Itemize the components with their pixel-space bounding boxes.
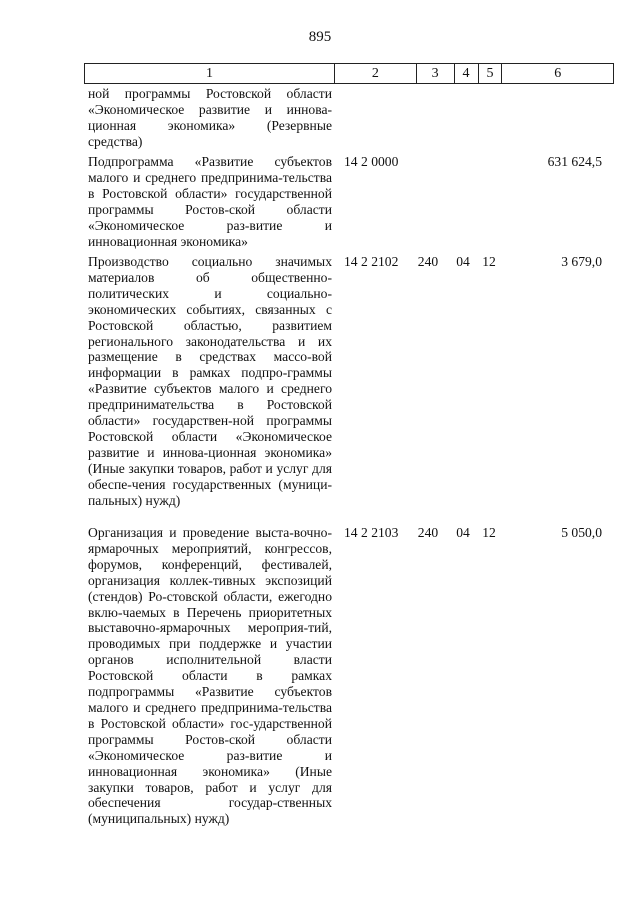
header-col-5: 5	[479, 64, 503, 83]
row-subsection: 12	[482, 525, 496, 540]
row-amount: 3 679,0	[561, 254, 602, 269]
header-col-2: 2	[335, 64, 417, 83]
row-section: 04	[456, 254, 470, 269]
header-col-6: 6	[554, 66, 562, 81]
row-description: Подпрограмма «Развитие субъектов малого и среднего предпринима-тельства в Ростовской области» государственной программы Ростов-ской области «Экономическое раз-витие и инновационная экономика»	[88, 154, 332, 249]
row-expense-type: 240	[417, 525, 439, 540]
row-code: 14 2 0000	[344, 154, 399, 169]
table-header	[84, 63, 614, 84]
row-section: 04	[456, 525, 470, 540]
row-description: Производство социально значимых материалов об общественно-политических и социально-экономических событиях, связанных с Ростовской областью, развитием регионального законодательства и их размещение в средствах массо-вой информации в рамках подпро-граммы «Развитие субъектов малого и среднего предпринимательства в Ростовской области» государствен-ной программы Ростовской области «Экономическое развитие и иннова-ционная экономика» (Иные закупки товаров, работ и услуг для обеспе-чения государственных (муници-пальных) нужд)	[88, 254, 332, 508]
row-amount: 631 624,5	[547, 154, 602, 169]
header-col-3: 3	[417, 64, 455, 83]
row-expense-type: 240	[417, 254, 439, 269]
row-subsection: 12	[482, 254, 496, 269]
row-code: 14 2 2103	[344, 525, 399, 540]
row-amount: 5 050,0	[561, 525, 602, 540]
row-code: 14 2 2102	[344, 254, 399, 269]
header-col-1: 1	[85, 64, 335, 83]
row-description: Организация и проведение выста-вочно-ярмарочных мероприятий, конгрессов, форумов, конференций, фестивалей, организация коллек-тивных экспозиций (стендов) Ро-стовской области, ежегодно вклю-чаемых в Перечень приоритетных выставочно-ярмарочных мероприя-тий, проводимых при поддержке и участии органов исполнительной власти Ростовской области в рамках подпрограммы «Развитие субъектов малого и среднего предпринима-тельства в Ростовской области» гос-ударственной программы Ростов-ской области «Экономическое раз-витие и инновационная экономика» (Иные закупки товаров, работ и услуг для обеспечения государ-ственных (муниципальных) нужд)	[88, 525, 332, 827]
header-col-4: 4	[455, 64, 479, 83]
page-number: 895	[308, 29, 332, 45]
row-description: ной программы Ростовской области «Экономическое развитие и иннова-ционная экономика» (Резервные средства)	[88, 86, 332, 149]
